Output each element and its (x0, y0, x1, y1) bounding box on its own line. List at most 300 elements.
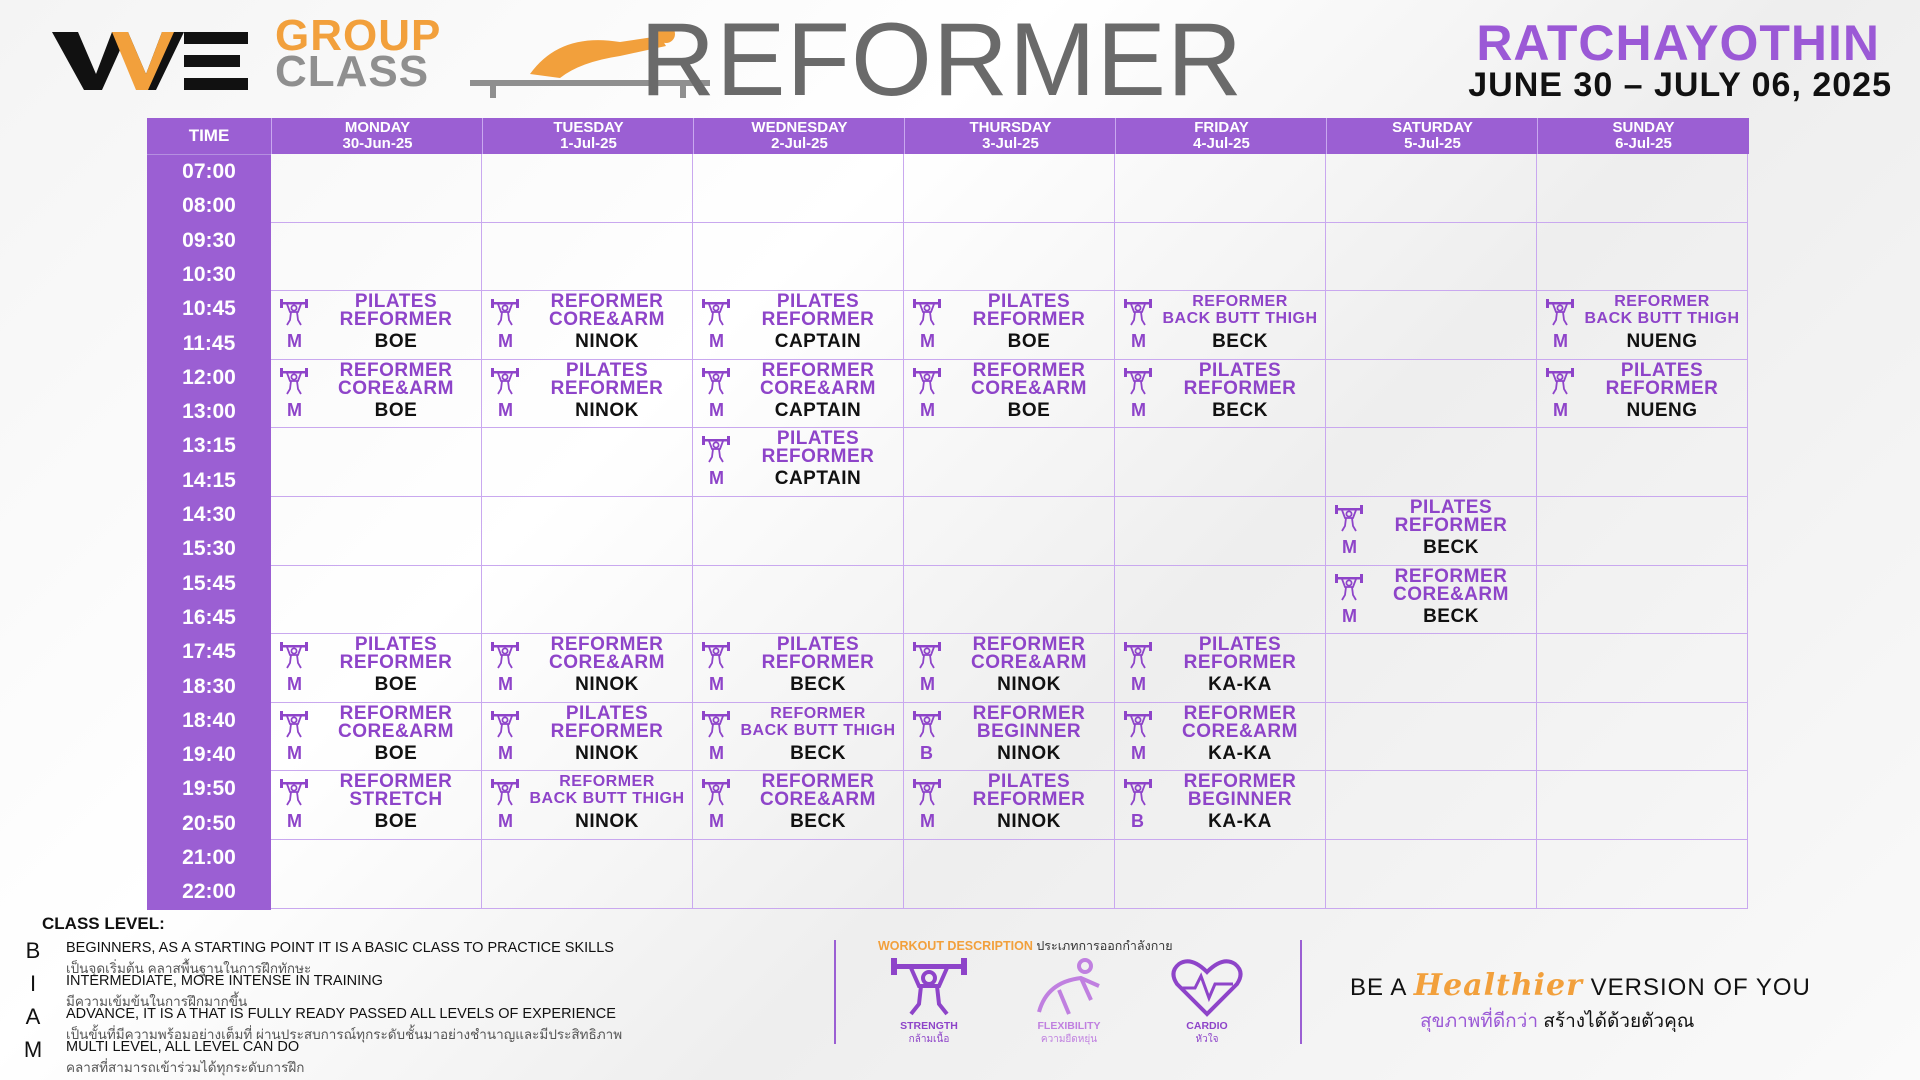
class-name-line1: REFORMER (339, 359, 453, 381)
trainer-name: BOE (374, 674, 418, 696)
trainer-name: BECK (1212, 331, 1268, 353)
class-name (522, 773, 692, 807)
schedule-cell (271, 771, 482, 840)
class-level: M (287, 331, 302, 352)
class-name (944, 636, 1114, 672)
class-name-line2: BEGINNER (1187, 789, 1293, 811)
schedule-cell (1326, 566, 1537, 635)
schedule-cell (904, 154, 1115, 223)
class-block[interactable] (693, 703, 903, 771)
class-level: B (920, 742, 933, 763)
strength-icon (1123, 711, 1153, 739)
schedule-cell (1537, 703, 1748, 772)
time-label: 10:45 (182, 297, 236, 321)
schedule-cell (1326, 360, 1537, 429)
class-level: M (498, 811, 513, 832)
class-block[interactable] (693, 291, 903, 359)
class-name-line2: CORE&ARM (549, 309, 665, 331)
time-label: 08:00 (182, 194, 236, 218)
class-name-line2: CORE&ARM (338, 720, 454, 742)
class-name (733, 773, 903, 809)
class-block[interactable] (1115, 291, 1325, 359)
class-level: M (709, 674, 724, 695)
schedule-cell (693, 566, 904, 635)
class-name (1155, 636, 1325, 672)
class-level: M (709, 331, 724, 352)
class-name-line1: PILATES (776, 634, 860, 656)
schedule-cell (1537, 634, 1748, 703)
day-header (1537, 118, 1749, 154)
class-level: B (1131, 811, 1144, 832)
class-block[interactable] (904, 703, 1114, 771)
class-name-line2: REFORMER (761, 652, 875, 674)
time-label: 19:50 (182, 777, 236, 801)
class-level: M (498, 674, 513, 695)
schedule-cell (1115, 566, 1326, 635)
class-text: CLASS (275, 47, 430, 96)
class-block[interactable] (271, 291, 481, 359)
class-block[interactable] (904, 291, 1114, 359)
class-name-line1: PILATES (1620, 359, 1704, 381)
class-level: M (1131, 331, 1146, 352)
strength-icon (701, 299, 731, 327)
class-name-line2: CORE&ARM (338, 377, 454, 399)
schedule-cell (1115, 703, 1326, 772)
schedule-cell (1326, 154, 1537, 223)
schedule-cell (1326, 634, 1537, 703)
class-name-line2: STRETCH (349, 789, 443, 811)
class-block[interactable] (904, 634, 1114, 702)
day-name: TUESDAY (553, 119, 624, 136)
class-name-line2: REFORMER (972, 309, 1086, 331)
trainer-name: CAPTAIN (774, 468, 862, 490)
day-name: MONDAY (344, 119, 411, 136)
schedule-cell (1537, 771, 1748, 840)
strength-icon (279, 779, 309, 807)
class-name-line2: REFORMER (1183, 377, 1297, 399)
class-level: M (1131, 742, 1146, 763)
schedule-cell (1326, 428, 1537, 497)
strength-icon (1123, 299, 1153, 327)
day-name: WEDNESDAY (751, 119, 848, 136)
day-header (693, 118, 905, 154)
class-level: M (1553, 331, 1568, 352)
class-name (944, 293, 1114, 329)
class-block[interactable] (482, 703, 692, 771)
schedule-grid (147, 118, 1749, 910)
schedule-cell (482, 360, 693, 429)
day-header (1326, 118, 1538, 154)
class-block[interactable] (1115, 360, 1325, 428)
workout-title-th: ประเภทการออกกำลังกาย (1036, 939, 1173, 953)
time-label: 16:45 (182, 605, 236, 629)
class-level: M (1342, 605, 1357, 626)
class-name-line1: REFORMER (972, 702, 1086, 724)
workout-strength (874, 956, 984, 1047)
class-name (1366, 565, 1536, 605)
class-block[interactable] (1115, 703, 1325, 771)
class-name-line1: PILATES (776, 428, 860, 450)
workout-description-title (878, 936, 1173, 956)
schedule-cell (271, 566, 482, 635)
schedule-cell (482, 566, 693, 635)
trainer-name: BOE (374, 331, 418, 353)
class-block[interactable] (1326, 566, 1536, 634)
schedule-cell (1537, 566, 1748, 635)
trainer-name: BECK (790, 811, 846, 833)
schedule-cell (1326, 703, 1537, 772)
day-name: SUNDAY (1612, 119, 1675, 136)
schedule-cell (482, 840, 693, 909)
level-desc-en: BEGINNERS, AS A STARTING POINT IT IS A BASIC CLASS TO PRACTICE SKILLS (66, 940, 614, 956)
class-name-line1: PILATES (354, 291, 438, 313)
strength-icon (912, 299, 942, 327)
schedule-cell (271, 703, 482, 772)
trainer-name: NINOK (997, 674, 1061, 696)
level-desc-th: เป็นจุดเริ่มต้น คลาสพื้นฐานในการฝึกทักษะ (66, 961, 312, 976)
class-name-line2: CORE&ARM (1182, 720, 1298, 742)
date-range: JUNE 30 – JULY 06, 2025 (1468, 66, 1892, 104)
time-label: 22:00 (182, 880, 236, 904)
level-desc-en: INTERMEDIATE, MORE INTENSE IN TRAINING (66, 973, 383, 989)
time-label: 09:30 (182, 228, 236, 252)
schedule-cell (904, 634, 1115, 703)
schedule-cell (482, 771, 693, 840)
tagline-post: VERSION OF YOU (1590, 974, 1811, 1001)
schedule-cell (693, 497, 904, 566)
class-name-line2: BACK BUTT THIGH (740, 721, 896, 739)
class-block[interactable] (904, 360, 1114, 428)
schedule-cell (904, 428, 1115, 497)
class-name-line2: REFORMER (761, 309, 875, 331)
schedule-cell (482, 703, 693, 772)
class-block[interactable] (271, 703, 481, 771)
class-name-line2: REFORMER (550, 377, 664, 399)
class-name-line2: REFORMER (1394, 515, 1508, 536)
schedule-cell (1115, 771, 1326, 840)
class-block[interactable] (271, 771, 481, 839)
class-name-line1: PILATES (776, 291, 860, 313)
branch-name: RATCHAYOTHIN (1476, 15, 1880, 71)
trainer-name: BOE (374, 399, 418, 421)
class-name-line1: PILATES (1409, 497, 1493, 518)
level-letter: A (25, 1004, 41, 1029)
tagline-th-purple: สุขภาพที่ดีกว่า (1420, 1011, 1539, 1032)
class-name-line2: CORE&ARM (1393, 583, 1509, 605)
class-level: M (287, 811, 302, 832)
class-name-line1: PILATES (354, 634, 438, 656)
trainer-name: BECK (1423, 537, 1479, 558)
schedule-cell (271, 840, 482, 909)
class-name (311, 773, 481, 809)
class-name (733, 430, 903, 466)
cardio-label: CARDIO (1186, 1020, 1228, 1032)
flexibility-label: FLEXIBILITY (1037, 1020, 1101, 1032)
schedule-cell (482, 428, 693, 497)
time-label: 13:00 (182, 400, 236, 424)
schedule-cell (1115, 634, 1326, 703)
strength-icon (701, 711, 731, 739)
schedule-cell (1537, 840, 1748, 909)
workout-title-en: WORKOUT DESCRIPTION (878, 939, 1033, 953)
level-desc-en: ADVANCE, IT IS A THAT IS FULLY READY PASSED ALL LEVELS OF EXPERIENCE (66, 1006, 616, 1022)
class-block[interactable] (1115, 634, 1325, 702)
class-name (733, 636, 903, 672)
day-name: FRIDAY (1194, 119, 1249, 136)
strength-icon (490, 779, 520, 807)
day-name: SATURDAY (1392, 119, 1473, 136)
strength-icon (1123, 368, 1153, 396)
tagline-highlight: Healthier (1413, 968, 1583, 1003)
time-label: 19:40 (182, 743, 236, 767)
class-name-line1: PILATES (1198, 359, 1282, 381)
day-header (1115, 118, 1327, 154)
class-name (522, 702, 692, 742)
schedule-cell (904, 497, 1115, 566)
schedule-cell (271, 497, 482, 566)
reformer-title: REFORMER (640, 2, 1244, 118)
class-name-line1: REFORMER (1614, 293, 1710, 311)
class-name (522, 359, 692, 399)
class-name (1366, 499, 1536, 535)
strength-icon (912, 642, 942, 670)
day-header (271, 118, 483, 154)
schedule-cell (1115, 428, 1326, 497)
trainer-name: CAPTAIN (774, 399, 862, 421)
class-level: M (1131, 674, 1146, 695)
time-label: 11:45 (182, 331, 236, 355)
strength-icon (1334, 505, 1364, 533)
class-name-line2: CORE&ARM (971, 652, 1087, 674)
schedule-cell (1537, 428, 1748, 497)
class-name-line1: REFORMER (1394, 565, 1508, 587)
class-name-line1: REFORMER (339, 771, 453, 793)
class-name-line2: CORE&ARM (760, 789, 876, 811)
day-date: 3-Jul-25 (982, 135, 1039, 152)
schedule-cell (1115, 291, 1326, 360)
class-name (733, 293, 903, 329)
tagline-en (1350, 968, 1811, 1003)
group-text: GROUP (275, 11, 442, 60)
class-level: M (920, 674, 935, 695)
schedule-cell (904, 291, 1115, 360)
schedule-cell (904, 771, 1115, 840)
schedule-cell (271, 223, 482, 292)
schedule-cell (1326, 497, 1537, 566)
schedule-cell (693, 223, 904, 292)
schedule-cell (1326, 840, 1537, 909)
class-name (733, 359, 903, 399)
class-name-line1: REFORMER (972, 359, 1086, 381)
class-name-line2: REFORMER (972, 789, 1086, 811)
day-name: THURSDAY (969, 119, 1052, 136)
class-block[interactable] (693, 634, 903, 702)
class-block[interactable] (1326, 497, 1536, 565)
time-label: 15:30 (182, 537, 236, 561)
trainer-name: NINOK (575, 674, 639, 696)
trainer-name: NINOK (575, 399, 639, 421)
class-level: M (287, 742, 302, 763)
class-level: M (1553, 399, 1568, 420)
trainer-name: KA-KA (1208, 811, 1272, 833)
class-name-line2: CORE&ARM (549, 652, 665, 674)
class-name (1577, 293, 1747, 327)
class-name-line2: REFORMER (761, 446, 875, 468)
class-name (311, 702, 481, 742)
time-column (147, 118, 271, 910)
trainer-name: NUENG (1626, 331, 1698, 353)
class-block[interactable] (693, 771, 903, 839)
trainer-name: NINOK (997, 811, 1061, 833)
class-block[interactable] (482, 291, 692, 359)
level-letter: I (29, 971, 37, 996)
class-name (311, 293, 481, 329)
strength-icon (1545, 368, 1575, 396)
class-level: M (709, 742, 724, 763)
class-level: M (287, 399, 302, 420)
schedule-cell (482, 497, 693, 566)
class-name (311, 359, 481, 399)
class-name-line1: PILATES (987, 291, 1071, 313)
class-name (311, 636, 481, 672)
time-label: 10:30 (182, 262, 236, 286)
time-label: 21:00 (182, 846, 236, 869)
we-logo (52, 24, 252, 94)
schedule-cell (482, 291, 693, 360)
strength-icon (912, 711, 942, 739)
class-block[interactable] (271, 360, 481, 428)
day-date: 1-Jul-25 (560, 135, 617, 152)
trainer-name: BOE (374, 742, 418, 764)
class-name-line1: PILATES (565, 359, 649, 381)
strength-icon (490, 711, 520, 739)
class-name (522, 293, 692, 329)
class-name-line1: REFORMER (559, 773, 655, 791)
strength-label: STRENGTH (900, 1020, 958, 1032)
schedule-cell (693, 154, 904, 223)
day-header (904, 118, 1116, 154)
class-block[interactable] (693, 360, 903, 428)
day-date: 2-Jul-25 (771, 135, 828, 152)
strength-icon (1123, 779, 1153, 807)
schedule-cell (693, 360, 904, 429)
group-class-label (275, 11, 442, 96)
time-label: 07:00 (182, 160, 236, 183)
trainer-name: KA-KA (1208, 742, 1272, 764)
class-name (1155, 293, 1325, 327)
workout-flexibility (1014, 956, 1124, 1047)
day-date: 5-Jul-25 (1404, 135, 1461, 152)
schedule-cell (482, 154, 693, 223)
class-block[interactable] (482, 360, 692, 428)
class-name-line2: BACK BUTT THIGH (529, 790, 685, 808)
class-name-line2: CORE&ARM (760, 377, 876, 399)
time-header: TIME (147, 118, 271, 155)
strength-icon (279, 368, 309, 396)
schedule-cell (693, 703, 904, 772)
class-name-line2: REFORMER (1183, 652, 1297, 674)
class-block[interactable] (1115, 771, 1325, 839)
strength-icon (912, 779, 942, 807)
class-block[interactable] (693, 428, 903, 496)
level-desc-en: MULTI LEVEL, ALL LEVEL CAN DO (66, 1039, 300, 1055)
class-name (1155, 702, 1325, 742)
class-level: M (498, 399, 513, 420)
level-desc-th: เป็นขั้นที่มีความพร้อมอย่างเต็มที่ ผ่านประสบการณ์ทุกระดับชั้นมาอย่างชำนาญและมีประสิทธิภาพ (66, 1027, 623, 1042)
class-name-line2: REFORMER (1605, 377, 1719, 399)
class-name-line1: REFORMER (550, 634, 664, 656)
class-level: M (920, 811, 935, 832)
schedule-cell (1115, 154, 1326, 223)
strength-icon (889, 956, 969, 1018)
class-name-line1: REFORMER (761, 771, 875, 793)
workout-cardio (1152, 956, 1262, 1047)
trainer-name: NUENG (1626, 399, 1698, 421)
class-block[interactable] (482, 771, 692, 839)
class-name (733, 705, 903, 739)
class-block[interactable] (271, 634, 481, 702)
class-block[interactable] (1537, 360, 1747, 428)
class-name-line1: REFORMER (339, 702, 453, 724)
strength-icon (490, 299, 520, 327)
flexibility-label-th: ความยืดหยุ่น (1040, 1034, 1098, 1045)
time-label: 20:50 (182, 811, 236, 835)
schedule-cell (1115, 360, 1326, 429)
class-block[interactable] (904, 771, 1114, 839)
schedule-cell (1537, 291, 1748, 360)
strength-icon (490, 642, 520, 670)
tagline-th-black: สร้างได้ด้วยตัวคุณ (1543, 1011, 1695, 1032)
class-block[interactable] (1537, 291, 1747, 359)
schedule-cell (693, 840, 904, 909)
schedule-cell (1537, 154, 1748, 223)
schedule-cell (1115, 223, 1326, 292)
class-name (1155, 773, 1325, 809)
strength-icon (1545, 299, 1575, 327)
time-label: 14:15 (182, 468, 236, 492)
class-name-line1: REFORMER (1183, 702, 1297, 724)
time-label: 18:30 (182, 674, 236, 698)
class-name (522, 636, 692, 672)
class-name-line2: BACK BUTT THIGH (1162, 310, 1318, 328)
strength-icon (701, 436, 731, 464)
class-level: M (287, 674, 302, 695)
schedule-cell (904, 840, 1115, 909)
schedule-cell (1537, 360, 1748, 429)
schedule-cell (693, 428, 904, 497)
cardio-icon (1167, 956, 1247, 1018)
schedule-cell (271, 634, 482, 703)
class-name-line1: REFORMER (1183, 771, 1297, 793)
schedule-cell (1326, 291, 1537, 360)
strength-icon (701, 368, 731, 396)
trainer-name: KA-KA (1208, 674, 1272, 696)
class-name-line1: PILATES (565, 702, 649, 724)
time-label: 17:45 (182, 640, 236, 664)
schedule-cell (904, 223, 1115, 292)
day-date: 30-Jun-25 (342, 135, 413, 152)
class-block[interactable] (482, 634, 692, 702)
level-letter: M (23, 1037, 43, 1062)
time-label: 12:00 (182, 365, 236, 389)
trainer-name: BOE (1007, 399, 1051, 421)
schedule-cell (1115, 497, 1326, 566)
class-name-line2: REFORMER (339, 652, 453, 674)
strength-icon (279, 711, 309, 739)
level-desc-th: มีความเข้มข้นในการฝึกมากขึ้น (66, 994, 248, 1009)
class-name (1155, 359, 1325, 399)
class-level: M (1342, 537, 1357, 557)
